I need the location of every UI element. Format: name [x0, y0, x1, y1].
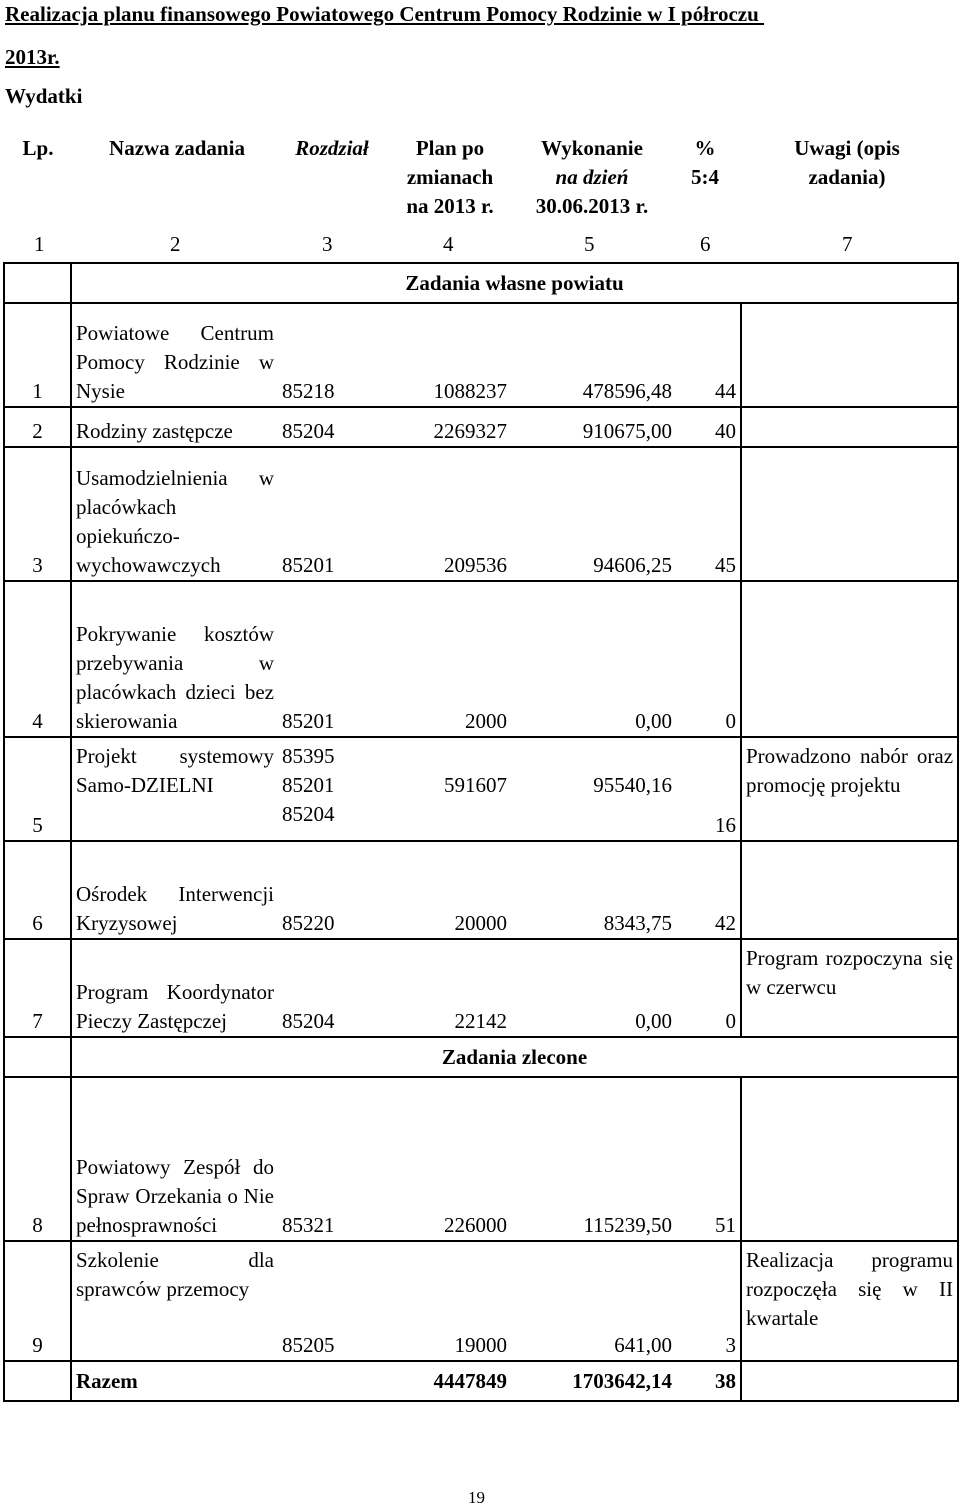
page-number: 19 — [468, 1488, 485, 1507]
table-row: 7 Program Koordynator Pieczy Zastępczej 85204 22142 0,00 0 Program rozpoczyna się w czerwcu — [4, 939, 958, 1037]
total-wykonanie: 1703642,14 — [511, 1361, 676, 1401]
table-row: 9 Szkolenie dla sprawców przemocy 85205 19000 641,00 3 Realizacja programu rozpoczęła się w II kwartale — [4, 1241, 958, 1361]
column-number-7: 7 — [842, 232, 853, 256]
section-zlecone: Zadania zlecone — [71, 1037, 958, 1077]
column-number-3: 3 — [322, 232, 333, 256]
section-row-zlecone — [4, 1037, 958, 1077]
section-row-wlasne — [4, 263, 958, 303]
header-lp: Lp. — [22, 136, 54, 160]
column-number-1: 1 — [34, 232, 45, 256]
column-number-4: 4 — [443, 232, 454, 256]
expenses-table — [3, 262, 959, 1402]
subtitle: Wydatki — [5, 84, 83, 108]
table-row: 2 Rodziny zastępcze 85204 2269327 910675,00 40 — [4, 407, 958, 447]
header-rozdzial: Rozdział — [295, 136, 369, 160]
table-row: 6 Ośrodek Interwencji Kryzysowej 85220 20000 8343,75 42 — [4, 841, 958, 939]
table-row: 4 Pokrywanie kosztów przebywania w placówkach dzieci bez skierowania 85201 2000 0,00 0 — [4, 581, 958, 737]
document-title — [5, 0, 764, 71]
table-row: 3 Usamodzielnienia w placówkach opiekuńczo-wychowawczych 85201 209536 94606,25 45 — [4, 447, 958, 581]
column-number-2: 2 — [170, 232, 181, 256]
column-number-6: 6 — [700, 232, 711, 256]
title-line-2: 2013r. — [5, 45, 60, 69]
title-line-1: Realizacja planu finansowego Powiatowego Centrum Pomocy Rodzinie w I półroczu — [5, 2, 765, 26]
table-row: 5 Projekt systemowy Samo-DZIELNI 85395 85201 85204 591607 95540,16 16 Prowadzono nabór oraz promocję projektu — [4, 737, 958, 841]
total-procent: 38 — [676, 1361, 741, 1401]
header-wykonanie: Wykonanie na dzień 30.06.2013 r. — [535, 136, 649, 218]
total-row — [4, 1361, 958, 1401]
header-nazwa: Nazwa zadania — [109, 136, 245, 160]
section-wlasne: Zadania własne powiatu — [71, 263, 958, 303]
header-uwagi: Uwagi (opis zadania) — [794, 136, 900, 189]
total-plan: 4447849 — [368, 1361, 511, 1401]
header-procent: % 5:4 — [691, 136, 719, 189]
table-row: 1 Powiatowe Centrum Pomocy Rodzinie w Nysie 85218 1088237 478596,48 44 — [4, 303, 958, 407]
column-number-5: 5 — [584, 232, 595, 256]
total-label: Razem — [71, 1361, 278, 1401]
table-row: 8 Powiatowy Zespół do Spraw Orzekania o Niepełnosprawności 85321 226000 115239,50 51 — [4, 1077, 958, 1241]
header-plan: Plan po zmianach na 2013 r. — [406, 136, 494, 218]
